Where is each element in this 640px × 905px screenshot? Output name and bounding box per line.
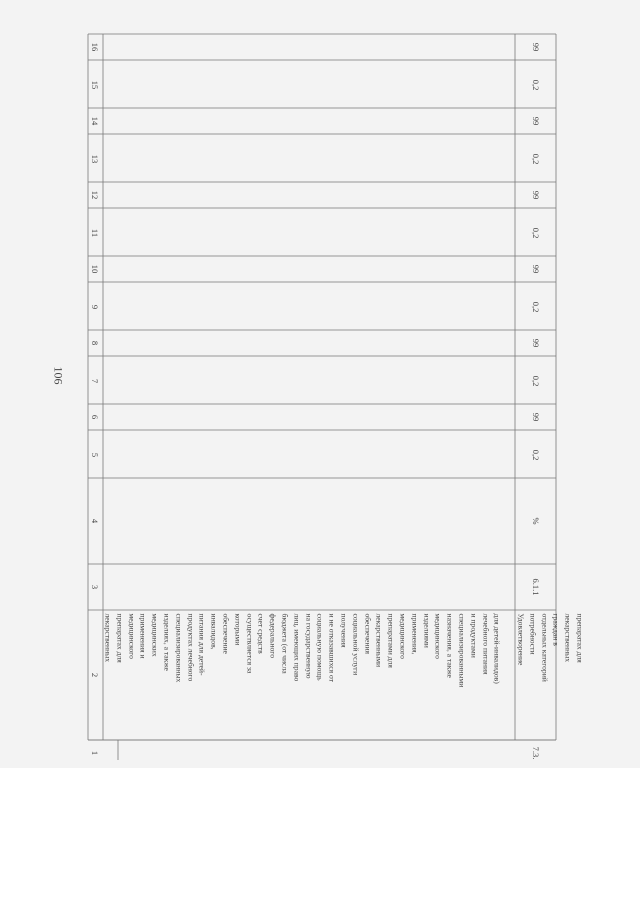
row-7-3-description-line: лекарственных — [563, 613, 573, 663]
row-prev-description-line: лиц, имеющих право — [292, 613, 302, 682]
row-prev-description-line: социальную помощь — [315, 613, 325, 681]
row-prev-description-line: лечебного питания — [481, 613, 491, 675]
header-cell-10: 10 — [90, 264, 100, 274]
row-prev-description-line: специализированными — [457, 613, 467, 688]
row-7-3-description-line: граждан в — [551, 613, 561, 646]
row-prev-description-line: применения и — [138, 613, 148, 659]
header-cell-1: 1 — [90, 750, 100, 756]
row-7-3-code: 6.1.1 — [531, 578, 541, 596]
row-7-3-description-line: потребности — [528, 613, 538, 655]
row-prev-description-line: медицинских — [150, 613, 160, 657]
header-cell-2: 2 — [90, 672, 100, 678]
row-prev-description-line: питания для детей- — [197, 613, 207, 676]
row-prev-description-line: социальной услуги — [351, 613, 361, 676]
row-7-3-value: 99 — [531, 116, 541, 126]
row-7-3-value: 0,2 — [531, 153, 541, 165]
row-prev-description-line: препаратах для — [115, 613, 125, 663]
page-number: 106 — [51, 366, 66, 385]
row-prev-description-line: бюджета (от числа — [280, 613, 290, 674]
row-prev-description-line: инвалидов, — [209, 613, 219, 650]
row-prev-description-line: медицинского — [398, 613, 408, 659]
row-7-3-value: 99 — [531, 412, 541, 422]
row-prev-description-line: медицинского — [127, 613, 137, 659]
row-7-3-value: 0,2 — [531, 301, 541, 313]
row-prev-description-line: лекарственных — [103, 613, 113, 663]
row-7-3-unit: % — [531, 517, 541, 525]
row-7-3-description-line: препаратах для — [575, 613, 585, 663]
row-prev-description-line: обеспечения — [363, 613, 373, 655]
header-cell-4: 4 — [90, 518, 100, 524]
row-prev-description-line: которыми — [233, 613, 243, 646]
row-prev-description-line: для детей-инвалидов) — [492, 613, 502, 684]
header-cell-14: 14 — [90, 116, 100, 126]
row-7-3-number: 7.3. — [531, 746, 541, 760]
row-prev-description-line: специализированных — [174, 613, 184, 683]
row-prev-description-line: и продуктами — [469, 613, 479, 658]
row-7-3-value: 99 — [531, 264, 541, 274]
row-prev-description-line: назначения, а также — [445, 613, 455, 678]
row-7-3-description-line: Удовлетворение — [516, 613, 526, 666]
row-prev-description-line: изделиями — [422, 613, 432, 648]
row-prev-description-line: на государственную — [304, 613, 314, 679]
row-7-3-value: 0,2 — [531, 227, 541, 239]
row-prev-description-line: применения, — [410, 613, 420, 655]
row-prev-description-line: продуктах лечебного — [186, 613, 196, 682]
row-7-3-value: 99 — [531, 42, 541, 52]
row-7-3-description-line: отдельных категорий — [540, 613, 550, 682]
row-prev-description-line: изделиях, а также — [162, 613, 172, 671]
row-prev-description-line: федерального — [268, 613, 278, 658]
row-7-3-value: 99 — [531, 190, 541, 200]
row-7-3-value: 0,2 — [531, 375, 541, 387]
header-cell-7: 7 — [90, 378, 100, 384]
row-7-3-value: 0,2 — [531, 449, 541, 461]
header-cell-8: 8 — [90, 340, 100, 346]
row-prev-description-line: лекарственными — [374, 613, 384, 668]
header-cell-6: 6 — [90, 414, 100, 420]
row-prev-description-line: получения — [339, 613, 349, 648]
header-cell-3: 3 — [90, 584, 100, 590]
row-prev-description-line: осуществляется за — [245, 613, 255, 674]
header-cell-11: 11 — [90, 228, 100, 238]
header-cell-16: 16 — [90, 42, 100, 52]
header-cell-5: 5 — [90, 452, 100, 458]
header-cell-15: 15 — [90, 80, 100, 90]
header-cell-12: 12 — [90, 190, 100, 200]
row-prev-description-line: счет средств — [256, 613, 266, 654]
row-prev-description-line: обеспечение — [221, 613, 231, 654]
row-prev-description-line: медицинского — [433, 613, 443, 659]
header-cell-9: 9 — [90, 304, 100, 310]
row-prev-description-line: и не отказавшихся от — [327, 613, 337, 682]
row-prev-description-line: препаратами для — [386, 613, 396, 668]
row-7-3-value: 0,2 — [531, 79, 541, 91]
row-7-3-value: 99 — [531, 338, 541, 348]
header-cell-13: 13 — [90, 154, 100, 164]
